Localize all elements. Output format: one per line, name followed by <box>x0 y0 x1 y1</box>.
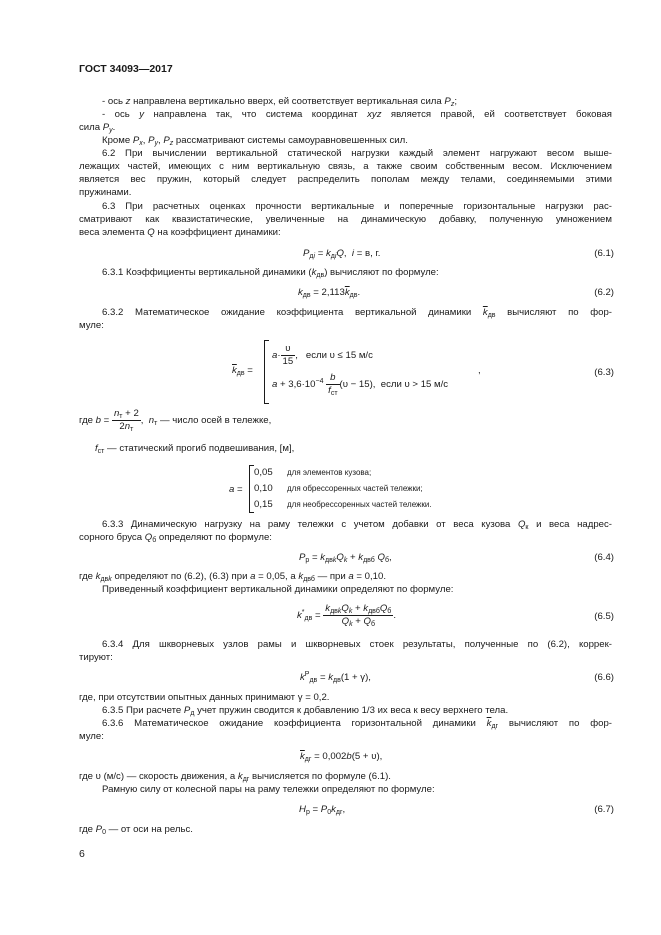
frame-force-line: Рамную силу от колесной пары на раму тележки определяют по формуле: <box>102 784 435 795</box>
eq-number-6-3: (6.3) <box>594 367 614 378</box>
eq-number-6-1: (6.1) <box>594 248 614 259</box>
formula-6-2: $k_{дв} = 2,113\overline{k}_{дв}$. <box>298 287 361 299</box>
para-6-3-line3: веса элемента Q на коэффициент динамики: <box>79 227 281 238</box>
para-6-3-3-line2: сорного бруса $Q_б$ определяют по формуле: <box>79 532 272 544</box>
formula-6-3-lhs: $\overline{k}_{дв}$ = <box>232 365 253 377</box>
formula-6-5: $k^*_{дв}$ = $\frac{k_{двk}Q_k + k_{двб}Q_б}{Q_k + Q_б}$ . <box>297 603 396 628</box>
formula-kdg: $\overline{k}_{дг} = 0,002b(5 + \upsilon)$, <box>300 751 383 763</box>
eq-number-6-7: (6.7) <box>594 804 614 815</box>
para-6-3-4-line2: тируют: <box>79 652 113 663</box>
axis-y-line-cont: сила $P_y$. <box>79 122 116 134</box>
where-kdvk: где $k_{двk}$ определяют по (6.2), (6.3) при a = 0,05, а $k_{двб}$ — при a = 0,10. <box>79 571 387 583</box>
para-6-3-2-line1: 6.3.2 Математическое ожидание коэффициента вертикальной динамики $\overline{k}_{дв}$ вычисляют по фор- <box>102 307 612 319</box>
axis-z-line: - ось z направлена вертикально вверх, ей соответствует вертикальная сила $P_z$; <box>102 96 457 108</box>
formula-6-7: $H_р = P_0k_{дг}$, <box>299 804 346 816</box>
a-equals: a = <box>229 484 243 495</box>
gamma-line: где, при отсутствии опытных данных принимают γ = 0,2. <box>79 692 330 703</box>
para-6-3-5: 6.3.5 При расчете $P_д$ учет пружин сводится к добавлению 1/3 их веса к весу верхнего тела. <box>102 705 509 717</box>
para-6-2-line3: является вес пружин, который следует распределить пополам между телами, соединяемыми этими <box>79 174 612 185</box>
para-6-2-line4: пружинами. <box>79 187 132 198</box>
a-case-3-text: для необрессоренных частей тележки. <box>287 500 432 509</box>
formula-6-6: $k^Р_{дв} = k_{дв}(1 + \gamma)$, <box>300 671 371 684</box>
para-6-3-3-line1: 6.3.3 Динамическую нагрузку на раму тележки с учетом добавки от веса кузова $Q_к$ и веса надрес- <box>102 519 612 531</box>
self-balanced-line: Кроме $P_x$, $P_y$, $P_z$ рассматривают системы самоуравновешенных сил. <box>102 135 408 147</box>
a-case-3-value: 0,15 <box>254 499 273 510</box>
eq-number-6-4: (6.4) <box>594 552 614 563</box>
reduced-coef-line: Приведенный коэффициент вертикальной динамики определяют по формуле: <box>102 584 454 595</box>
document-header: ГОСТ 34093—2017 <box>79 63 173 75</box>
where-fst: $f_{ст}$ — статический прогиб подвешивания, [м], <box>95 443 295 455</box>
eq-number-6-5: (6.5) <box>594 611 614 622</box>
formula-6-3-case2: $a + 3,6\cdot 10^{-4}$ $\frac{b}{f_{ст}}$ (υ − 15), если υ > 15 м/с <box>272 372 449 397</box>
para-6-3-line2: сматривают как квазистатические, увеличенные на динамическую добавку, полученную умножением <box>79 214 612 225</box>
formula-6-3-case1: a· $\frac{\upsilon}{15}$ , если υ ≤ 15 м/с <box>272 343 373 367</box>
para-6-3-1: 6.3.1 Коэффициенты вертикальной динамики $(k_{дв})$ вычисляют по формуле: <box>102 267 439 279</box>
para-6-3-line1: 6.3 При расчетных оценках прочности вертикальные и поперечные горизонтальные нагрузки рас- <box>102 201 612 212</box>
formula-6-1: $P_{дi} = k_{дi}Q$, i = в, г. <box>303 248 381 260</box>
formula-6-4: $P_р = k_{двk}Q_k + k_{двб}$ $Q_б$, <box>299 552 392 564</box>
para-6-3-6-line2: муле: <box>79 731 104 742</box>
formula-6-3-comma: , <box>478 365 481 376</box>
eq-number-6-6: (6.6) <box>594 672 614 683</box>
para-6-3-6-line1: 6.3.6 Математическое ожидание коэффициента горизонтальной динамики $\overline{k}_{дг}$ вычисляют по фор- <box>102 718 612 730</box>
para-6-2-line1: 6.2 При вычислении вертикальной статической нагрузки каждый элемент нагружают весом выше- <box>102 148 612 159</box>
a-case-1-value: 0,05 <box>254 467 273 478</box>
para-6-2-line2: лежащих частей, имеющих с ним вертикальную связь, а также своим собственным весом. Исключением <box>79 161 612 172</box>
para-6-3-2-line2: муле: <box>79 320 104 331</box>
para-6-3-4-line1: 6.3.4 Для шкворневых узлов рамы и шкворневых стоек результаты, полученные по (6.2), коррек- <box>102 639 612 650</box>
axis-y-line: - ось y направлена так, что система координат xyz является правой, ей соответствует боковая <box>102 109 612 120</box>
eq-number-6-2: (6.2) <box>594 287 614 298</box>
speed-line: где υ (м/с) — скорость движения, а $k_{дг}$ вычисляется по формуле (6.1). <box>79 771 391 783</box>
p0-line: где $P_0$ — от оси на рельс. <box>79 824 193 836</box>
a-case-1-text: для элементов кузова; <box>287 468 372 477</box>
a-case-2-value: 0,10 <box>254 483 273 494</box>
where-b: где b = $\frac{n_т + 2}{2n_т}$ , $n_т$ — число осей в тележке, <box>79 408 272 433</box>
formula-6-3-brace <box>264 340 269 404</box>
a-case-2-text: для обрессоренных частей тележки; <box>287 484 423 493</box>
page-number: 6 <box>79 848 85 860</box>
